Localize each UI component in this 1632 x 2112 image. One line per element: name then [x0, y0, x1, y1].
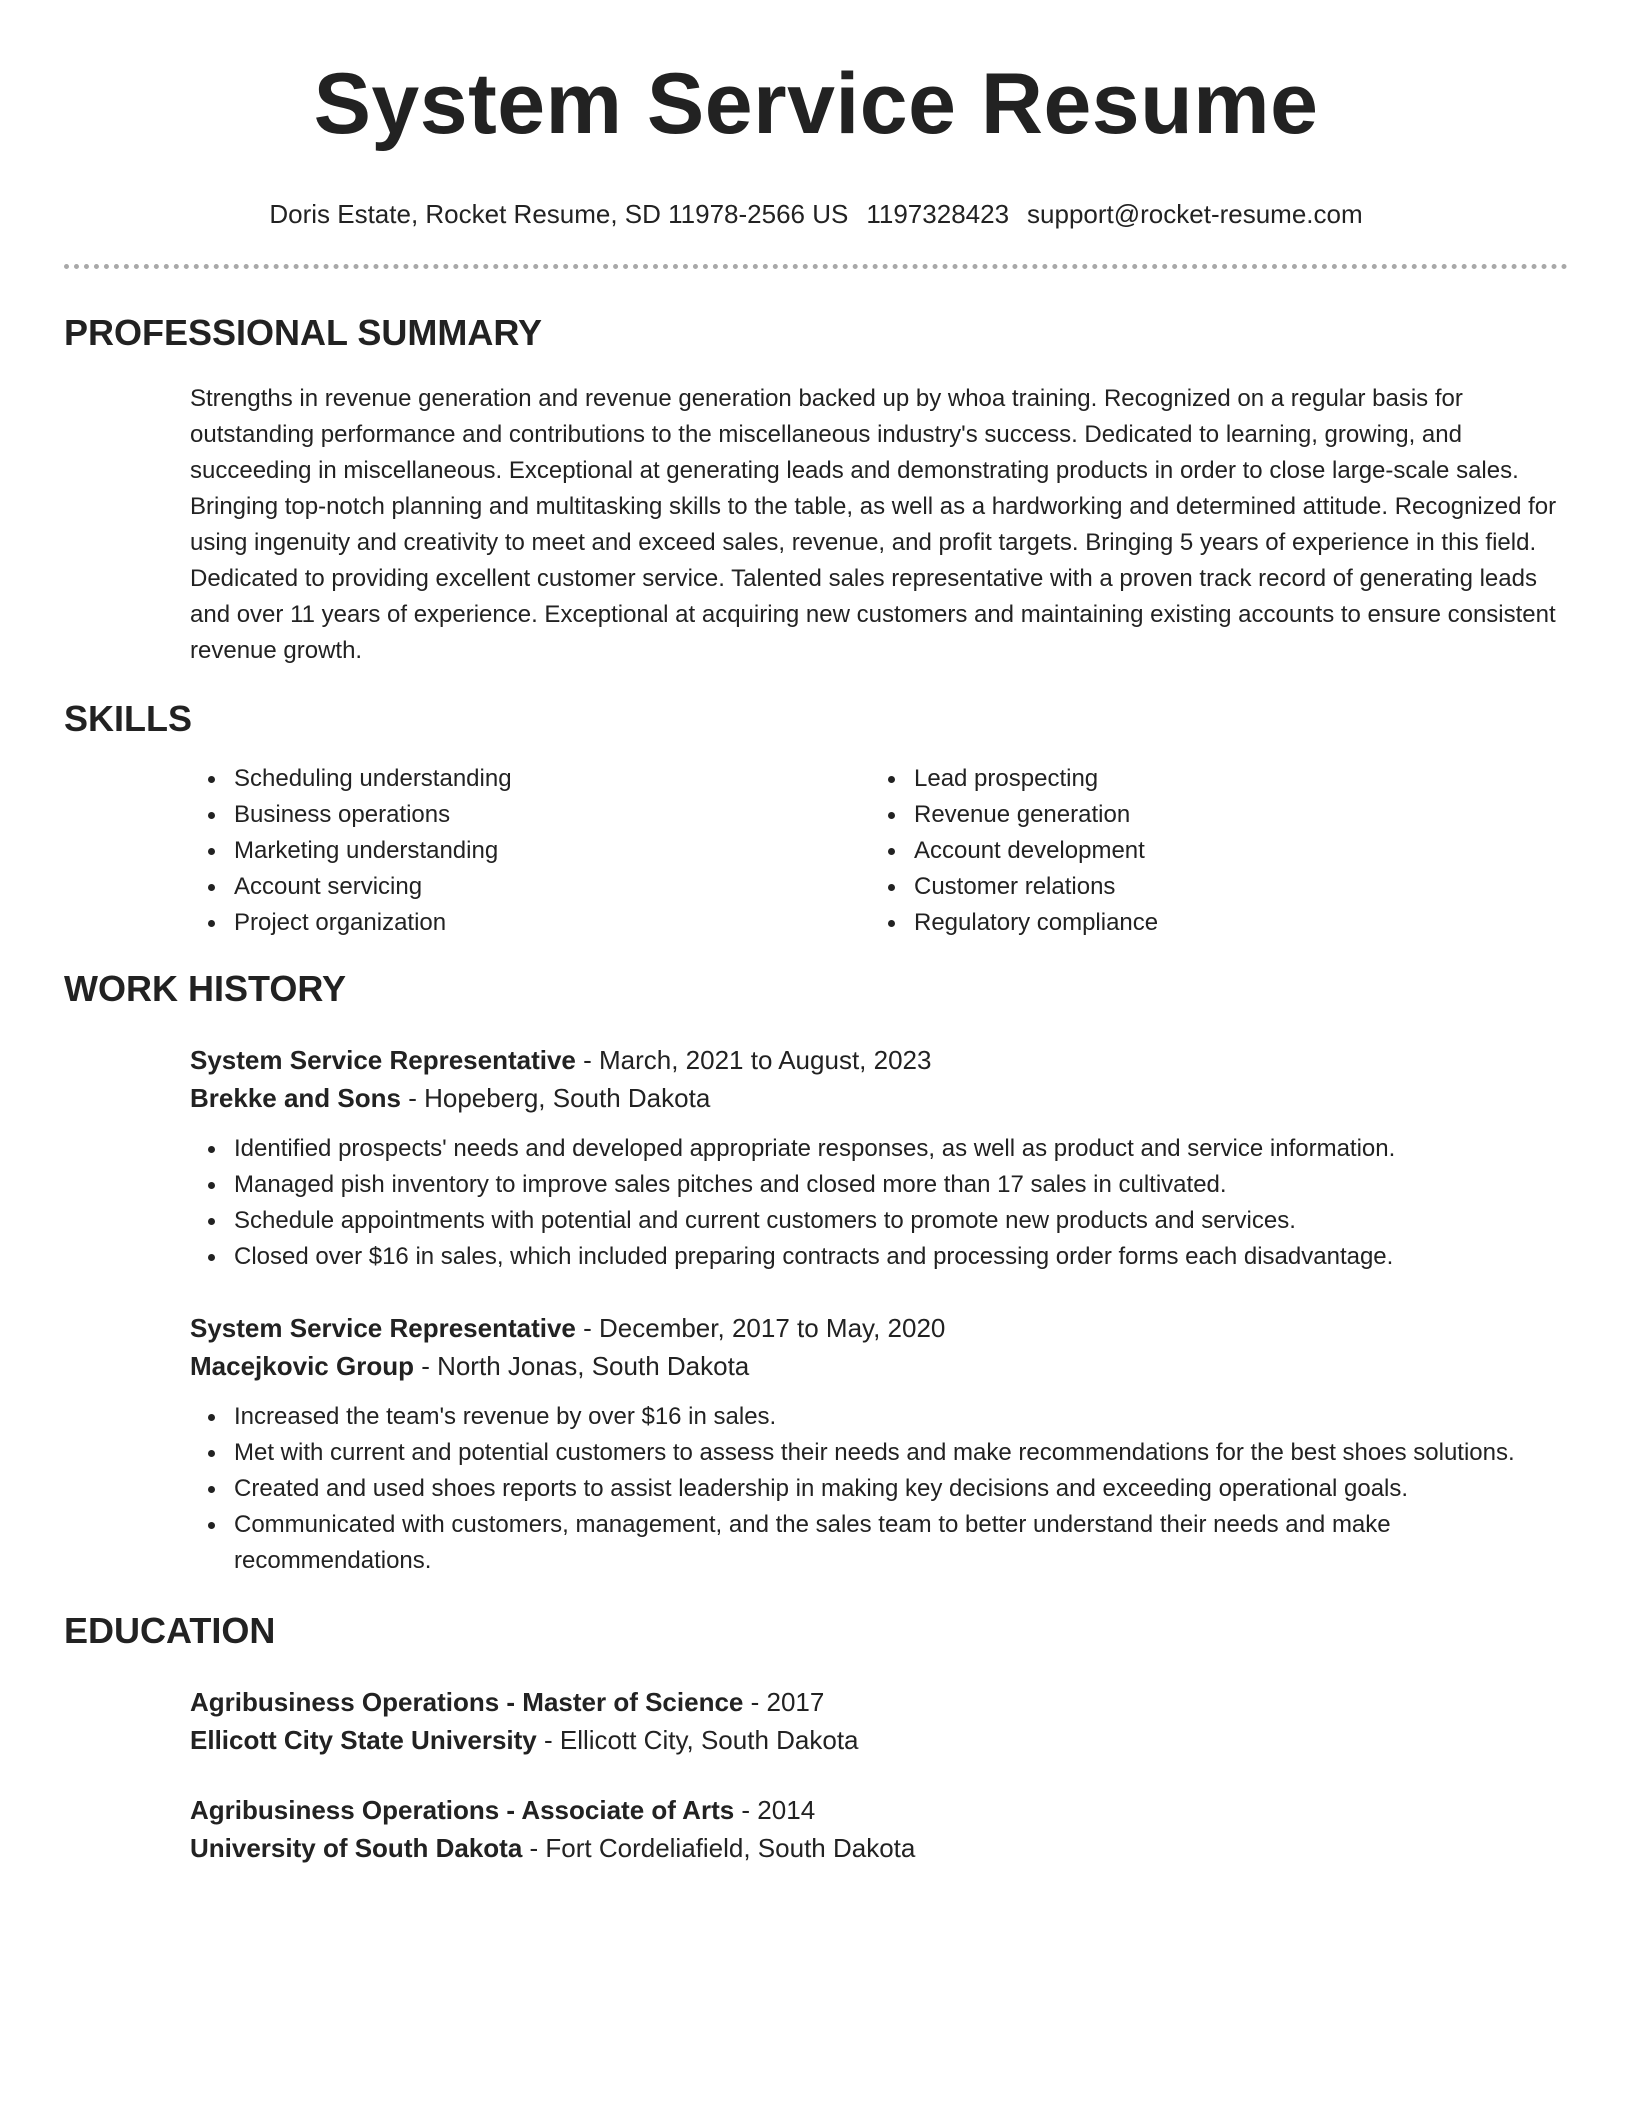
- skills-grid: [190, 761, 1568, 941]
- skill-item: Customer relations: [870, 869, 1550, 905]
- degree-name: Agribusiness Operations - Associate of Arts: [190, 1795, 735, 1825]
- work-history-heading: WORK HISTORY: [64, 968, 347, 1009]
- summary-heading: PROFESSIONAL SUMMARY: [64, 312, 543, 353]
- job-duty: Schedule appointments with potential and current customers to promote new products and services.: [190, 1203, 1568, 1239]
- school-line: [190, 1721, 1568, 1759]
- skill-item: Business operations: [190, 797, 870, 833]
- school-line: [190, 1829, 1568, 1867]
- job-duties: [190, 1131, 1568, 1275]
- degree-line: [190, 1683, 1568, 1721]
- job-duty: Communicated with customers, management, and the sales team to better understand their needs and make recommendations.: [190, 1507, 1568, 1579]
- job-company: Brekke and Sons: [190, 1083, 401, 1113]
- resume-title: System Service Resume: [313, 56, 1319, 152]
- degree-name: Agribusiness Operations - Master of Science: [190, 1687, 744, 1717]
- header-divider: [64, 264, 1568, 269]
- contact-line: [64, 198, 1568, 230]
- school-name: Ellicott City State University: [190, 1725, 537, 1755]
- job-duty: Closed over $16 in sales, which included preparing contracts and processing order forms each disadvantage.: [190, 1239, 1568, 1275]
- job-duty: Created and used shoes reports to assist leadership in making key decisions and exceeding operational goals.: [190, 1471, 1568, 1507]
- job-location: - Hopeberg, South Dakota: [400, 1083, 711, 1113]
- job-dates: - December, 2017 to May, 2020: [575, 1313, 946, 1343]
- job-duty: Identified prospects' needs and developed appropriate responses, as well as product and service information.: [190, 1131, 1568, 1167]
- job-location: - North Jonas, South Dakota: [413, 1351, 750, 1381]
- degree-year: - 2017: [743, 1687, 825, 1717]
- education-entry: [190, 1791, 1568, 1867]
- skills-column-left: [190, 761, 870, 941]
- job-title: System Service Representative: [190, 1313, 576, 1343]
- skill-item: Regulatory compliance: [870, 905, 1550, 941]
- degree-line: [190, 1791, 1568, 1829]
- job-title-line: [190, 1041, 1568, 1079]
- job-duty: Increased the team's revenue by over $16 in sales.: [190, 1399, 1568, 1435]
- job-company-line: [190, 1347, 1568, 1385]
- school-location: - Ellicott City, South Dakota: [536, 1725, 859, 1755]
- degree-year: - 2014: [734, 1795, 816, 1825]
- skills-column-right: [870, 761, 1550, 941]
- summary-text: Strengths in revenue generation and revenue generation backed up by whoa training. Recognized on a regular basis for outstanding performance and contributions to the miscellaneous industry's success. Dedicated to learning, growing, and succeeding in miscellaneous. Exceptional at generating leads and demonstrating products in order to close large-scale sales. Bringing top-notch planning and multitasking skills to the table, as well as a hardworking and determined attitude. Recognized for using ingenuity and creativity to meet and exceed sales, revenue, and profit targets. Bringing 5 years of experience in this field. Dedicated to providing excellent customer service. Talented sales representative with a proven track record of generating leads and over 11 years of experience. Exceptional at acquiring new customers and maintaining existing accounts to ensure consistent revenue growth.: [190, 385, 1557, 664]
- job-duty: Managed pish inventory to improve sales pitches and closed more than 17 sales in cultivated.: [190, 1167, 1568, 1203]
- skill-item: Lead prospecting: [870, 761, 1550, 797]
- contact-address: Doris Estate, Rocket Resume, SD 11978-2566 US: [269, 199, 849, 229]
- skill-item: Account servicing: [190, 869, 870, 905]
- contact-email: support@rocket-resume.com: [1027, 199, 1363, 229]
- contact-phone: 1197328423: [866, 199, 1010, 229]
- education-entry: [190, 1683, 1568, 1759]
- education-heading: EDUCATION: [64, 1610, 276, 1651]
- job-company-line: [190, 1079, 1568, 1117]
- job-title-line: [190, 1309, 1568, 1347]
- job-entry: [190, 1309, 1568, 1579]
- school-location: - Fort Cordeliafield, South Dakota: [522, 1833, 916, 1863]
- skill-item: Revenue generation: [870, 797, 1550, 833]
- job-duty: Met with current and potential customers to assess their needs and make recommendations for the best shoes solutions.: [190, 1435, 1568, 1471]
- skill-item: Marketing understanding: [190, 833, 870, 869]
- skills-heading: SKILLS: [64, 698, 193, 739]
- school-name: University of South Dakota: [190, 1833, 523, 1863]
- job-duties: [190, 1399, 1568, 1579]
- skill-item: Account development: [870, 833, 1550, 869]
- skill-item: Scheduling understanding: [190, 761, 870, 797]
- job-dates: - March, 2021 to August, 2023: [575, 1045, 932, 1075]
- skill-item: Project organization: [190, 905, 870, 941]
- job-entry: [190, 1041, 1568, 1275]
- job-company: Macejkovic Group: [190, 1351, 414, 1381]
- job-title: System Service Representative: [190, 1045, 576, 1075]
